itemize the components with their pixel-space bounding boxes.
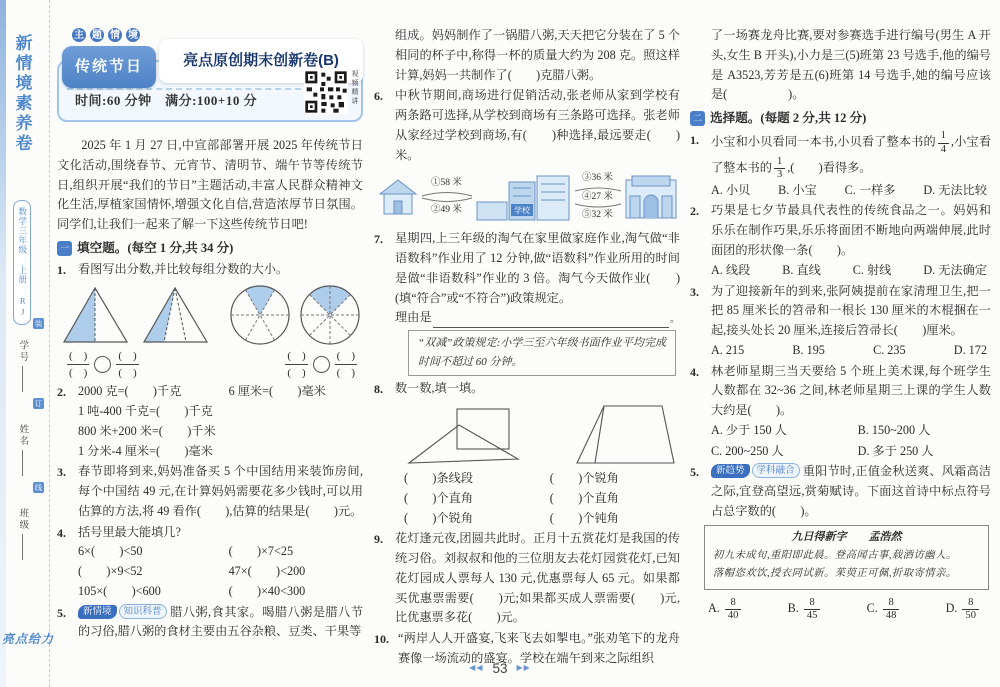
section-two-title: 选择题。(每题 2 分,共 12 分): [710, 111, 867, 126]
route-arc: [573, 185, 623, 192]
choice-q3: [690, 282, 991, 341]
fill-q8-blanks: [374, 469, 680, 528]
new-context-badge: 新情境: [78, 605, 117, 619]
binding-mark-xian: 线: [34, 483, 43, 492]
binding-mark-ding: 订: [34, 399, 43, 408]
question-number: 2.: [57, 385, 66, 400]
badge-char: 主: [71, 27, 87, 43]
question-text: 星期四,上三年级的淘气在家里做家庭作业,淘气做“非语数科”作业用了 12 分钟,做“语数科”作业所用的时间是做“非语数科”作业的 3 倍。淘气今天做作业( )(填“符合”或“不符合”)政策规定。: [395, 231, 680, 305]
fraction-option: $\frac{8}{50}$: [962, 597, 979, 622]
question-text: “两岸人人开盛宴,飞来飞去如掣电。”张劝笔下的龙舟赛像一场流动的盛宴。学校在端午到来之际组织: [398, 631, 680, 665]
question-number: 9.: [374, 532, 383, 547]
badge-char: 境: [125, 27, 141, 43]
fill-q8-figures: [374, 401, 680, 467]
question-number: 10.: [374, 632, 389, 647]
triangle-halves-figure: [59, 284, 131, 346]
reason-blank-line: [433, 313, 669, 328]
class-blank: [22, 534, 23, 560]
option-a: A. 小贝: [711, 182, 751, 197]
name-label: 姓名: [17, 424, 28, 447]
class-field: [14, 508, 29, 560]
choice-q4: [690, 362, 991, 421]
series-subtitle: 数学三年级 上册 RJ: [13, 200, 31, 325]
composite-shape-figure: [404, 401, 525, 467]
fraction-blank: ( ) ( ): [69, 349, 88, 379]
option-a: A. 线段: [711, 262, 751, 277]
option-a: A. $\frac{8}{40}$: [708, 597, 743, 622]
option-c: C. 235: [873, 342, 906, 357]
option-b: B. $\frac{8}{45}$: [788, 597, 823, 622]
circle-eighths-figure: [299, 284, 361, 346]
inequality-item: ( )×40<300: [228, 583, 306, 598]
question-text: ,小宝看了整本书的: [711, 134, 992, 174]
unit-conversion: 1 分米-4 厘米=( )毫米: [78, 443, 213, 458]
question-text: 春节即将到来,妈妈准备买 5 个中国结用来装饰房间,每个中国结 49 元,在计算妈妈需要花多少钱时,可以用估算的方法,将 49 看作( ),估算的结果是( )元。: [78, 464, 363, 518]
fill-q4: [57, 523, 363, 602]
fill-q1-figures: [57, 281, 363, 347]
option-d: D. 多于 250 人: [857, 443, 934, 458]
choice-q2-options: [690, 261, 991, 281]
question-number: 5.: [690, 465, 699, 480]
mall-building-icon: [624, 174, 678, 220]
policy-note-box: “双减”政策规定:小学三至六年级书面作业平均完成时间不超过 60 分钟。: [408, 330, 676, 375]
poem-author: 孟浩然: [868, 530, 902, 543]
school-building-icon: [475, 172, 571, 222]
choice-q3-options: [690, 341, 991, 361]
inequality-item: ( )×9<52: [78, 564, 143, 579]
fill-q10-continuation: 了一场赛龙舟比赛,要对参赛选手进行编号(男生 A 开头,女生 B 开头),小力是三(5)班第 23 号选手,他的编号是 A3523,芳芳是五(6)班第 14 号选手,她的编号应该是( )。: [711, 28, 991, 102]
circle-sixths-figure: [229, 284, 291, 346]
triangle-thirds-figure: [139, 284, 211, 346]
route-arc: [420, 189, 474, 197]
fill-q9: [374, 529, 680, 628]
student-no-label: 学号: [17, 340, 28, 363]
question-number: 5.: [57, 605, 66, 620]
poem-title: 九日得新字: [791, 530, 847, 543]
question-number: 6.: [374, 89, 383, 104]
question-text: ,( )看得多。: [787, 159, 872, 174]
choice-q5: [690, 462, 991, 521]
badge-char: 题: [89, 27, 105, 43]
count-blank: ( )条线段: [404, 471, 474, 485]
question-text: 为了迎接新年的到来,张阿姨提前在家清理卫生,把一把 85 厘米长的笤帚和一根长 130 厘米的木棍捆在一起,接头处长 20 厘米,连接后笤帚长( )厘米。: [711, 283, 991, 338]
inequality-item: 105×( )<600: [78, 583, 161, 598]
section-two-icon: 二: [690, 111, 705, 126]
option-c: C. 200~250 人: [711, 443, 784, 458]
count-blank: ( )个直角: [549, 490, 619, 505]
question-text: 重阳节时,正值金秋送爽、风霜高洁之际,宜登高望远,赏菊赋诗。下面这首诗中标点符号占总字数的( )。: [711, 464, 992, 518]
question-number: 2.: [690, 204, 699, 219]
binding-mark-zhuang: 装: [34, 319, 43, 328]
poem-line: 落帽恣欢饮,授衣同试新。茱萸正可佩,折取寄情亲。: [713, 568, 957, 580]
fill-q6: [374, 86, 680, 165]
count-blank: ( )个直角: [404, 490, 474, 505]
binding-dashed-line: [49, 0, 50, 687]
fraction-option: $\frac{8}{45}$: [804, 597, 821, 622]
route-arc: [573, 203, 623, 210]
compare-circle-blank: [313, 356, 330, 373]
qr-caption: 视频精讲: [351, 70, 358, 106]
fill-q1-compare-row: [57, 347, 363, 382]
question-text: 巧果是七夕节最具代表性的传统食品之一。妈妈和乐乐在制作巧果,乐乐将面团不断地向两端伸展,此时面团的形状像一条( )。: [711, 203, 991, 257]
series-title: 新情境素养卷: [12, 33, 32, 155]
new-trend-badge: 新趋势: [711, 464, 750, 478]
unit-conversion: 2000 克=( )千克: [78, 384, 182, 399]
choice-q5-options: [690, 594, 991, 622]
unit-conversion: 800 米+200 米=( )千米: [78, 423, 216, 438]
student-no-field: [14, 340, 29, 392]
option-b: B. 直线: [782, 262, 821, 277]
school-sign-label: 学校: [514, 206, 530, 216]
paper-header: [57, 26, 363, 128]
option-d: D. 无法确定: [923, 262, 987, 277]
choice-q2: [690, 201, 991, 260]
intro-paragraph: 2025 年 1 月 27 日,中宣部部署开展 2025 年传统节日文化活动,围绕春节、元宵节、清明节、端午节等传统节日,组织开展“我们的节日”主题活动,丰富人民群众精神文化生活,厚植家国情怀,增强文化自信,营造浓厚节日氛围。同学们,让我们一起来了解一下这些传统节日吧!: [57, 138, 363, 232]
section-fill-header: [57, 238, 363, 258]
fill-q3: [57, 462, 363, 521]
fraction-option: $\frac{8}{40}$: [725, 597, 742, 622]
count-blank: ( )个锐角: [404, 510, 474, 525]
fill-q5: [57, 603, 363, 643]
choice-q4-options: [690, 421, 991, 462]
page-title: 亮点原创期末创新卷(B): [159, 39, 363, 83]
fill-q7: [374, 229, 680, 308]
option-b: B. 150~200 人: [857, 422, 931, 437]
question-number: 4.: [57, 525, 66, 540]
question-text: 林老师星期三当天要给 5 个班上美术课,每个班学生人数都在 32~36 之间,林老师星期三上课的学生人数大约是( )。: [711, 363, 991, 418]
question-number: 1.: [690, 133, 699, 148]
option-d: D. 无法比较: [923, 182, 987, 197]
inequality-item: 47×( )<200: [228, 564, 306, 579]
option-c: C. 一样多: [844, 182, 896, 197]
option-d: D. $\frac{8}{50}$: [946, 597, 981, 622]
section-one-title: 填空题。(每空 1 分,共 34 分): [77, 240, 234, 255]
choice-q1-options: [690, 181, 991, 201]
poem-line: 初九未成旬,重阳即此晨。登高闻古事,载酒访幽人。: [713, 549, 957, 561]
inequality-item: ( )×7<25: [228, 544, 294, 559]
prev-page-arrows: ◀◀: [469, 663, 484, 673]
page-number: 53: [492, 661, 508, 676]
time-score-meta: 时间:60 分钟 满分:100+10 分: [75, 92, 258, 108]
fraction-compare-right: [285, 349, 357, 381]
fraction-one-third: $\frac{1}{3}$: [774, 156, 785, 181]
poem-box: [704, 525, 989, 590]
fraction-option: $\frac{8}{48}$: [883, 597, 900, 622]
next-page-arrows: ▶▶: [516, 663, 531, 673]
option-a: A. 少于 150 人: [711, 422, 787, 437]
question-text: 腊八粥,食其家。喝腊八粥是腊八节的习俗,腊八粥的食材主要由五谷杂粮、豆类、干果等: [78, 604, 364, 639]
question-text: 花灯逢元夜,团圆共此时。正月十五赏花灯是我国的传统习俗。刘叔叔和他的三位朋友去花灯园赏花灯,已知花灯园成人票每人 130 元,优惠票每人 65 元。如果都买优惠票需要( )元;如果都买成人票需要( )元,比优惠票多花( )元。: [395, 531, 680, 625]
option-d: D. 172: [953, 342, 987, 357]
reason-label: 理由是: [395, 310, 432, 325]
fraction-compare-left: [67, 349, 139, 381]
section-choice-header: [690, 108, 991, 128]
knowledge-badge: 知识科普: [119, 604, 167, 619]
option-b: B. 195: [792, 342, 825, 357]
reason-period: 。: [670, 314, 680, 325]
theme-context-badge: [71, 27, 141, 43]
choice-q1: [690, 130, 991, 180]
publisher-logo: 亮点给力: [2, 632, 55, 646]
compare-circle-blank: [94, 356, 111, 373]
fill-q1: [57, 260, 363, 280]
question-text: 数一数,填一填。: [395, 380, 484, 395]
question-text: 中秋节期间,商场进行促销活动,张老师从家到学校有两条路可选择,从学校到商场有三条路可选择。张老师从家经过学校到商场,有( )种选择,最远要走( )米。: [395, 88, 680, 162]
quadrilateral-figure: [559, 401, 680, 467]
student-no-blank: [22, 366, 23, 392]
name-blank: [22, 450, 23, 476]
unit-conversion: 1 吨-400 千克=( )千克: [78, 404, 213, 419]
unit-conversion: 6 厘米=( )毫米: [228, 384, 326, 399]
option-a: A. 215: [711, 342, 745, 357]
name-field: [14, 424, 29, 476]
question-number: 3.: [57, 465, 66, 480]
question-text: 小宝和小贝看同一本书,小贝看了整本书的: [711, 134, 936, 149]
inequality-item: 6×( )<50: [78, 544, 143, 559]
count-blank: ( )个锐角: [549, 471, 619, 485]
class-label: 班级: [17, 508, 28, 531]
question-text: 括号里最大能填几?: [78, 524, 181, 539]
count-blank: ( )个钝角: [549, 510, 619, 525]
section-one-icon: 一: [57, 241, 72, 256]
fill-q5-continuation: 组成。妈妈制作了一锅腊八粥,天天把它分装在了 5 个相同的杯子中,称得一杯的质量大约为 208 克。照这样计算,妈妈一共制作了( )克腊八粥。: [395, 28, 680, 82]
route-labels-1: ①58 米 ②49 米: [420, 178, 474, 217]
qr-code-icon: [304, 70, 348, 114]
theme-badge: 传统节日: [62, 46, 156, 88]
option-b: B. 小宝: [778, 182, 817, 197]
house-icon: [378, 177, 418, 217]
question-number: 7.: [374, 232, 383, 247]
question-number: 8.: [374, 381, 383, 396]
fraction-blank: ( ) ( ): [118, 349, 137, 379]
option-c: C. 射线: [852, 262, 892, 277]
question-number: 4.: [690, 364, 699, 379]
fraction-one-fourth: $\frac{1}{4}$: [938, 130, 949, 155]
page-edge-gradient: [0, 0, 6, 687]
route-labels-2: ③36 米 ④27 米 ⑤32 米: [573, 173, 623, 221]
question-number: 3.: [690, 284, 699, 299]
badge-char: 情: [107, 27, 123, 43]
fill-q2: [57, 382, 363, 461]
question-text: 看图写出分数,并比较每组分数的大小。: [78, 262, 289, 277]
fraction-blank: ( ) ( ): [287, 349, 306, 379]
qr-block: [304, 70, 360, 114]
fill-q8: [374, 379, 680, 399]
page-footer: [420, 658, 580, 680]
reason-line: [374, 308, 680, 328]
option-c: C. $\frac{8}{48}$: [867, 597, 902, 622]
fraction-blank: ( ) ( ): [336, 349, 355, 379]
question-number: 1.: [57, 263, 66, 278]
subject-fusion-badge: 学科融合: [752, 463, 800, 478]
route-diagram: [378, 168, 678, 226]
